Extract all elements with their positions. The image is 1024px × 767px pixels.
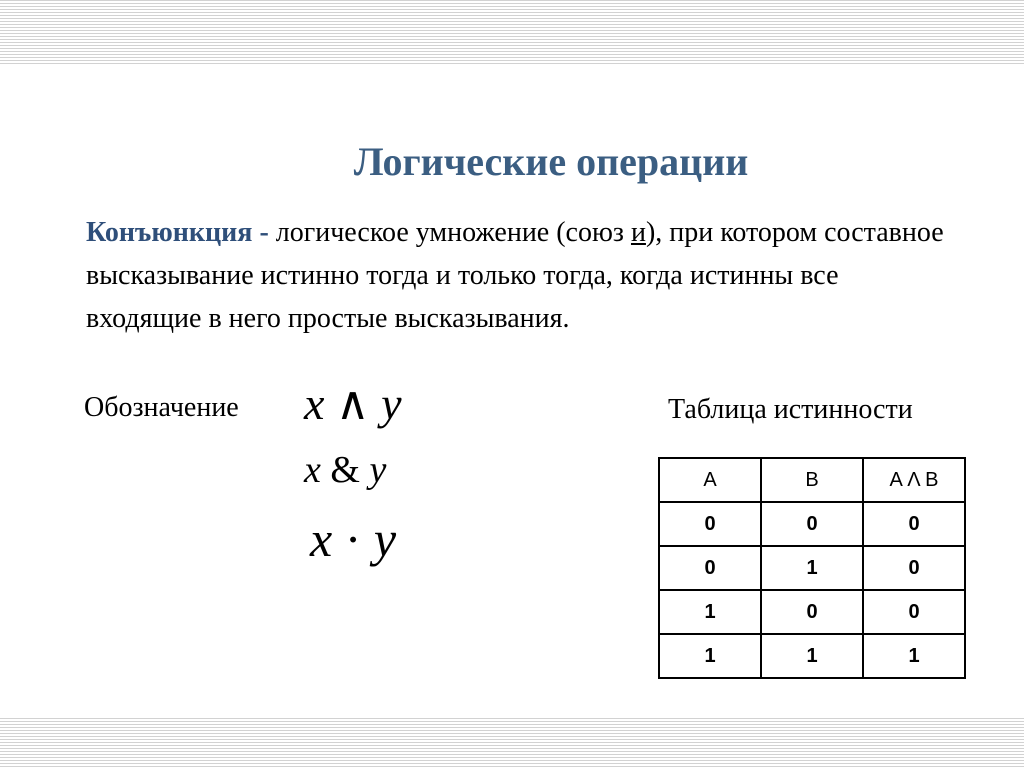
header-cell-a-and-b: A Λ B [863,458,965,502]
table-cell: 0 [761,502,863,546]
table-row [659,634,965,678]
definition-paragraph [86,211,946,340]
table-row [659,502,965,546]
truth-table-caption: Таблица истинности [668,394,913,425]
table-cell: 0 [761,590,863,634]
formula-left-var: x [304,449,321,491]
table-cell: 0 [863,502,965,546]
definition-text-after: ), при котором составное высказывание истинно тогда и только тогда, когда истинны все входящие в него простые высказывания. [86,217,944,334]
formula-operator: ∧ [335,378,370,429]
formula-operator: & [330,449,360,491]
truth-table-header-row [659,458,965,502]
formula-ampersand [304,448,386,492]
definition-term: Конъюнкция - [86,217,269,248]
table-cell: 0 [863,546,965,590]
table-cell: 0 [659,546,761,590]
table-cell: 1 [659,590,761,634]
header-cell-b: B [761,458,863,502]
definition-text-before: логическое умножение (союз [268,217,631,248]
table-row [659,546,965,590]
bottom-stripe-border [0,718,1024,767]
formula-wedge [304,376,402,430]
table-row [659,590,965,634]
slide [24,66,1000,718]
table-cell: 1 [761,634,863,678]
formula-operator: · [344,511,362,567]
table-cell: 1 [761,546,863,590]
table-cell: 0 [863,590,965,634]
formula-right-var: y [381,378,402,429]
formula-right-var: y [369,449,387,491]
definition-underlined-word: и [630,217,646,248]
notation-label: Обозначение [84,392,239,423]
slide-title: Логические операции [353,139,749,184]
formula-dot [310,510,396,568]
truth-table [658,457,966,679]
header-cell-a: A [659,458,761,502]
top-stripe-border [0,0,1024,66]
table-cell: 1 [659,634,761,678]
formula-right-var: y [373,511,397,567]
formula-left-var: x [304,378,325,429]
formula-left-var: x [310,511,333,567]
table-cell: 1 [863,634,965,678]
table-cell: 0 [659,502,761,546]
